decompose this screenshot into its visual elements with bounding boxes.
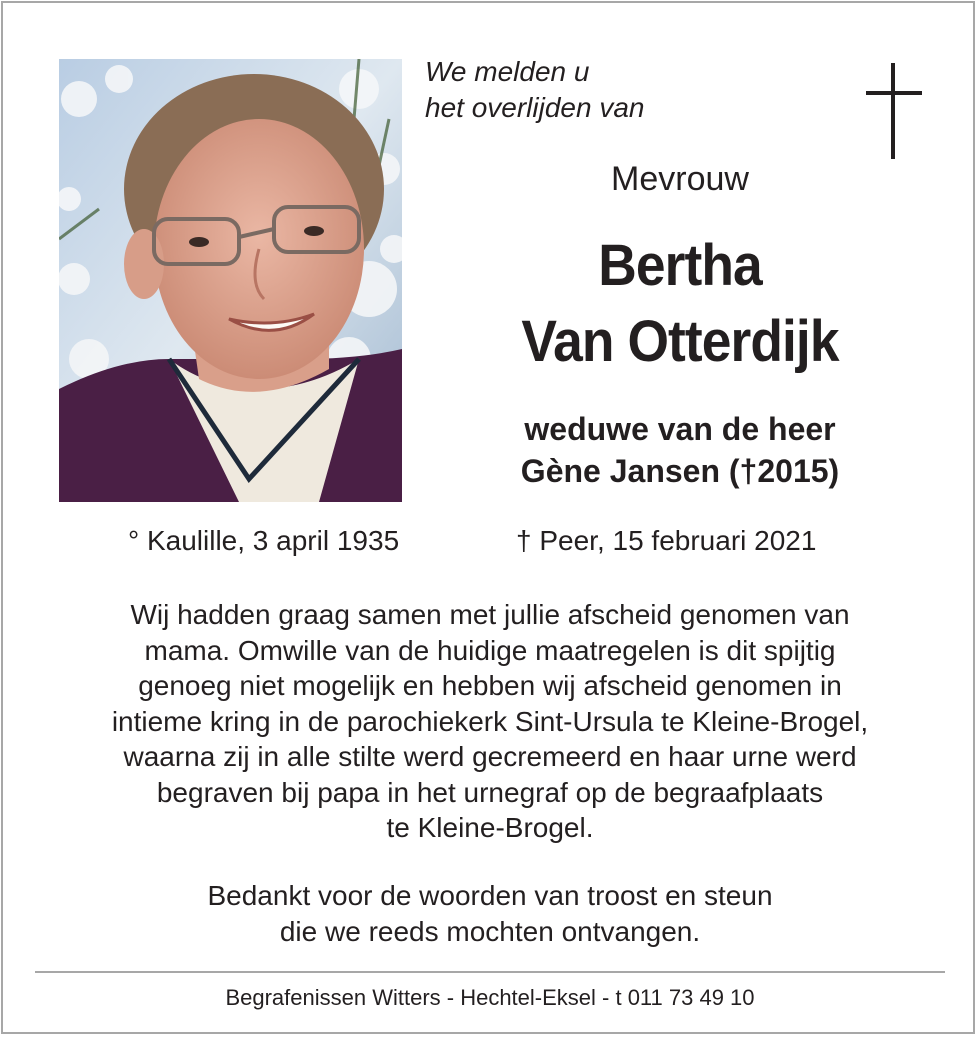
deceased-name: [459, 228, 901, 380]
portrait-photo: [59, 59, 402, 502]
thanks-paragraph: [40, 878, 940, 950]
message-line: intieme kring in de parochiekerk Sint-Ursula te Kleine-Brogel,: [111, 705, 869, 737]
latin-cross-icon: [866, 63, 922, 159]
death-info: † Peer, 15 februari 2021: [516, 525, 817, 556]
message-line: mama. Omwille van de huidige maatregelen is dit spijtig: [144, 634, 836, 666]
message-line: Wij hadden graag samen met jullie afscheid genomen van: [130, 599, 850, 630]
thanks-line: Bedankt voor de woorden van troost en steun: [207, 880, 773, 911]
footer-divider: [35, 971, 945, 973]
spouse-line: Gène Jansen (†2015): [520, 453, 840, 489]
message-line: genoeg niet mogelijk en hebben wij afscheid genomen in: [138, 670, 842, 701]
thanks-line: die we reeds mochten ontvangen.: [279, 916, 701, 947]
intro-text: [425, 54, 785, 126]
intro-line: het overlijden van: [425, 92, 645, 123]
message-line: te Kleine-Brogel.: [386, 812, 594, 843]
intro-line: We melden u: [425, 56, 590, 87]
message-line: begraven bij papa in het urnegraf op de begraafplaats: [156, 776, 824, 808]
message-line: waarna zij in alle stilte werd gecremeerd en haar urne werd: [123, 741, 857, 772]
honorific: Mevrouw: [611, 160, 749, 198]
message-paragraph: [40, 597, 940, 846]
spouse-info: [440, 408, 920, 492]
last-name: Van Otterdijk: [521, 309, 839, 374]
spouse-line: weduwe van de heer: [524, 411, 836, 447]
first-name: Bertha: [598, 233, 762, 298]
funeral-home-footer: Begrafenissen Witters - Hechtel-Eksel - t 011 73 49 10: [225, 985, 755, 1010]
birth-info: ° Kaulille, 3 april 1935: [128, 525, 400, 556]
